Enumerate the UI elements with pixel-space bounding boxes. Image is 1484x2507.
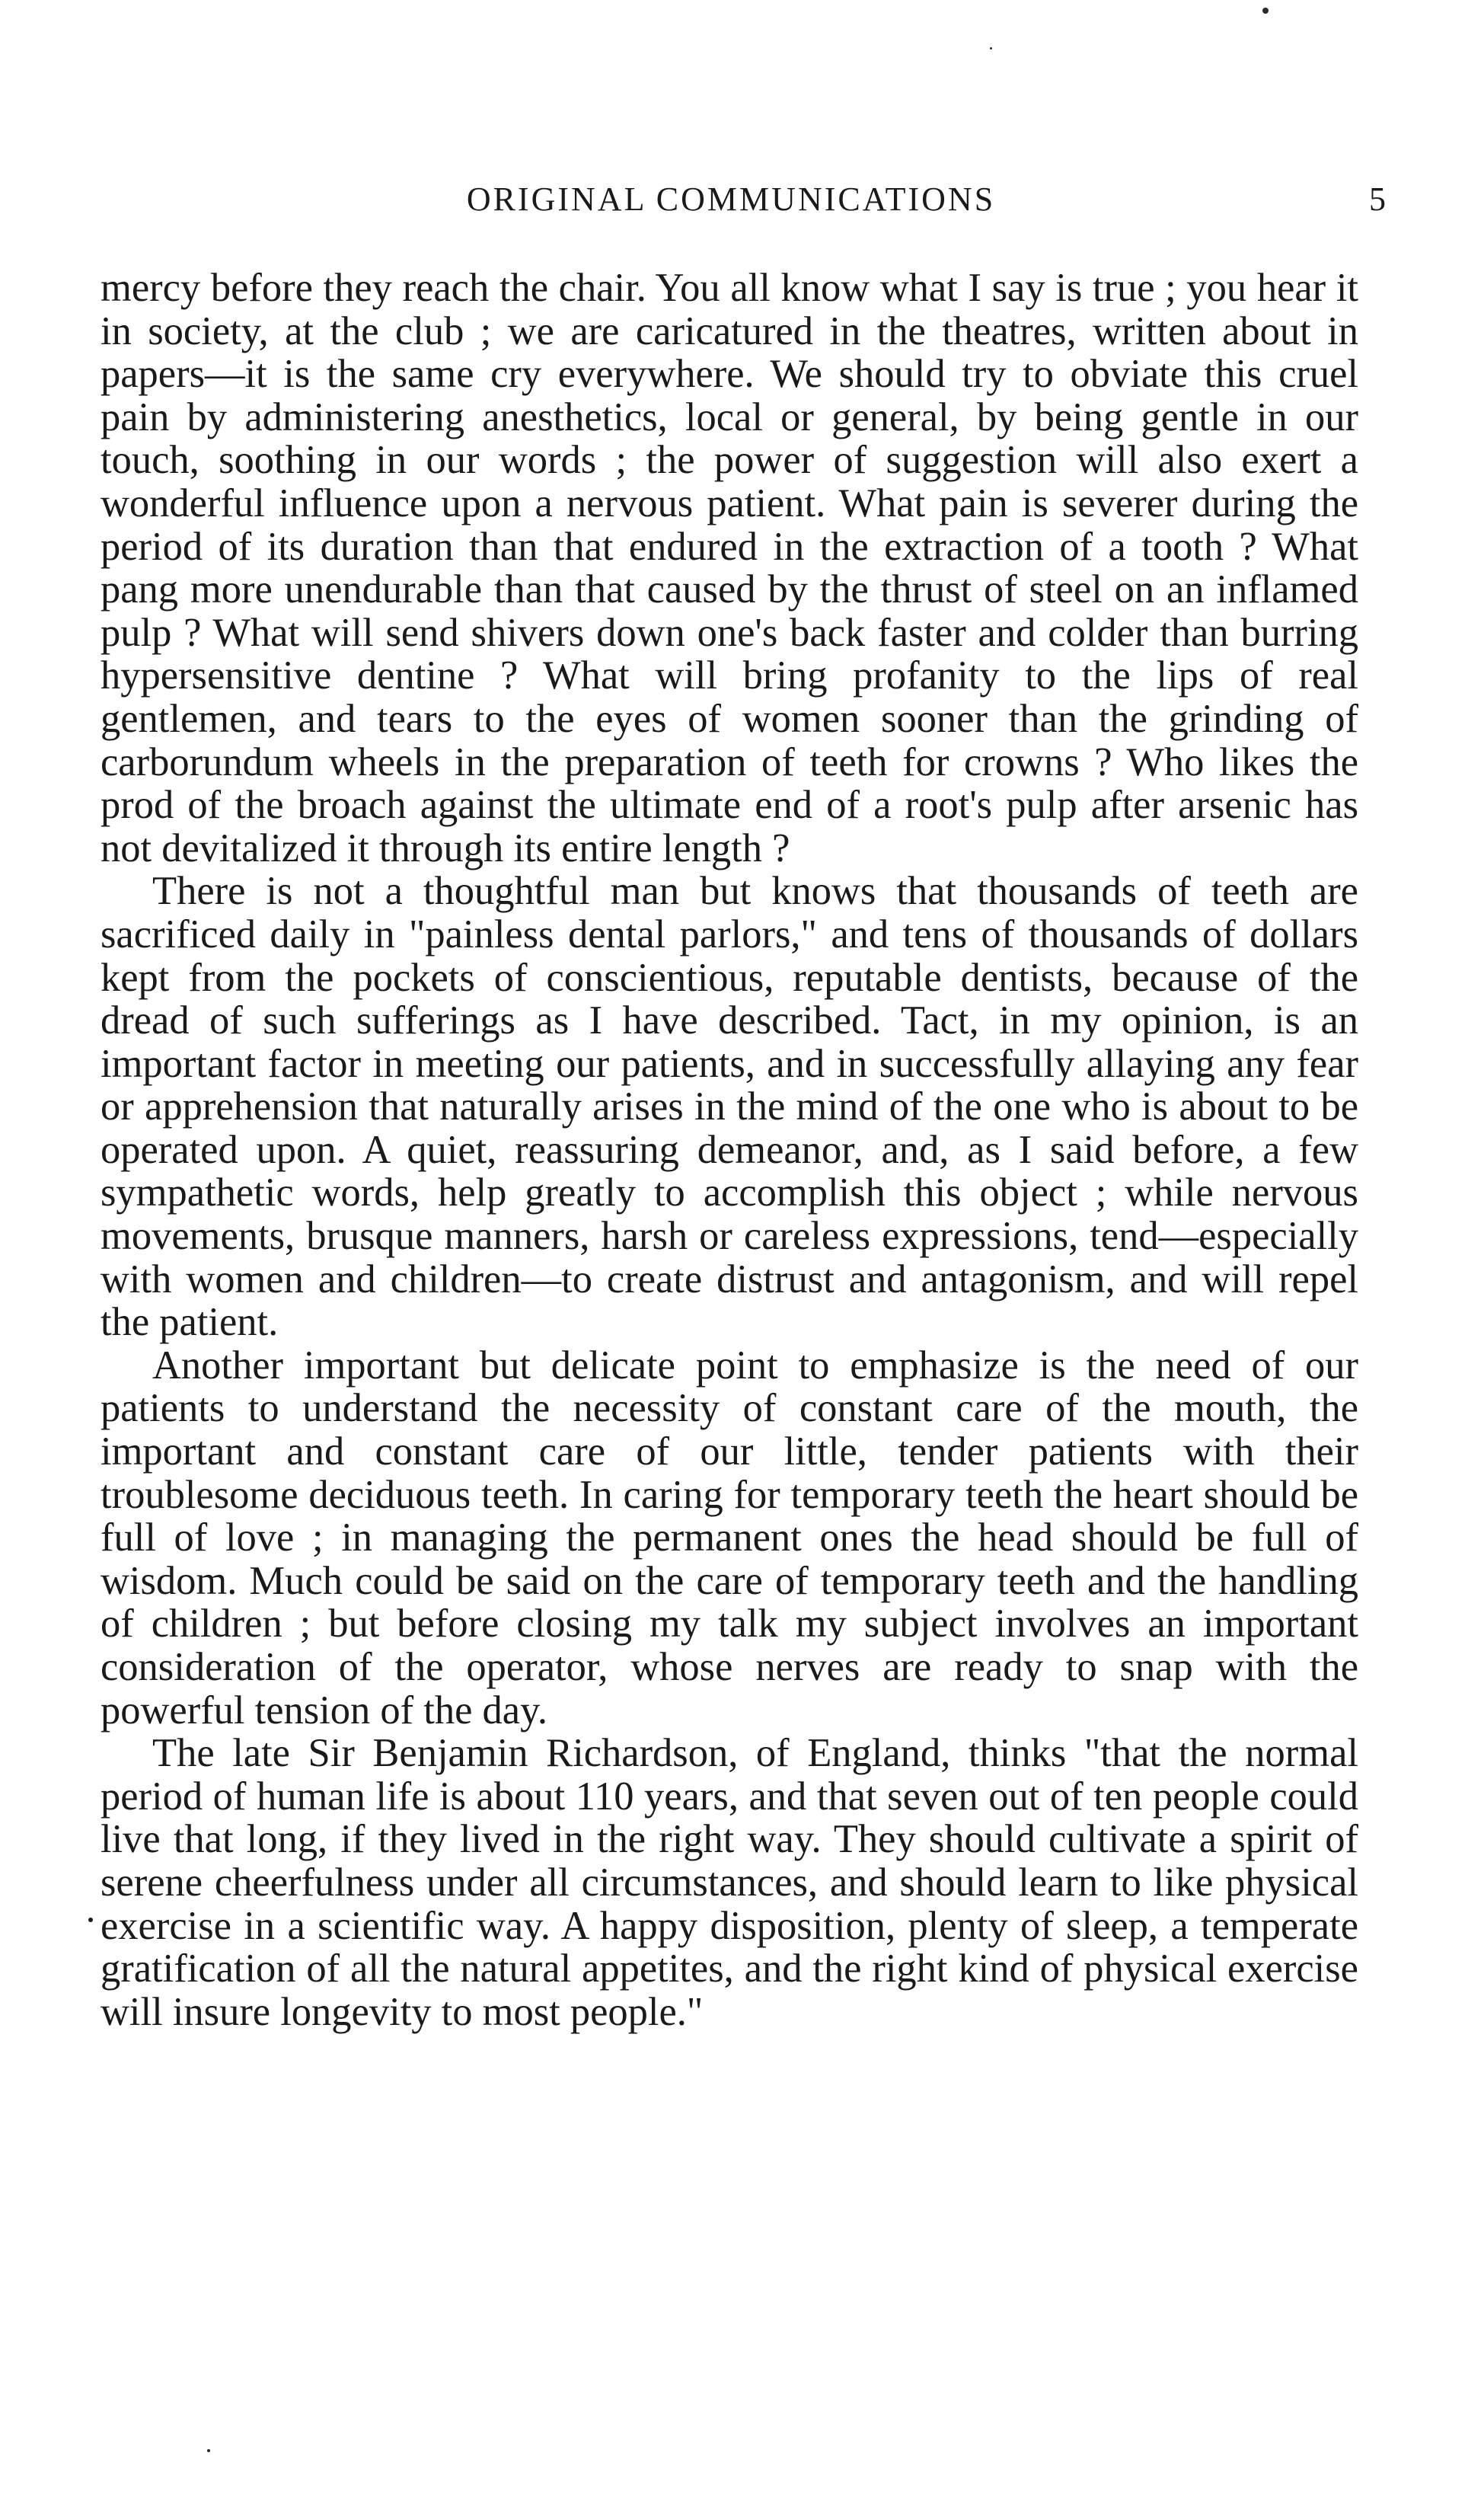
paragraph-continuation: mercy before they reach the chair. You all know what I say is true ; you hear it in society, at the club ; we are caricatured in the theatres, written about in papers—it is the same cry everywhere. We should try to obviate this cruel pain by administering anesthetics, local or general, by being gentle in our touch, soothing in our words ; the power of suggestion will also exert a wonderful influence upon a nervous patient. What pain is severer during the period of its duration than that endured in the extraction of a tooth ? What pang more unendurable than that caused by the thrust of steel on an inflamed pulp ? What will send shivers down one's back faster and colder than burring hypersensitive dentine ? What will bring profanity to the lips of real gentlemen, and tears to the eyes of women sooner than the grinding of carborundum wheels in the preparation of teeth for crowns ? Who likes the prod of the broach against the ultimate end of a root's pulp after arsenic has not devitalized it through its entire length ? (101, 266, 1358, 870)
paragraph-painless-parlors: There is not a thoughtful man but knows that thousands of teeth are sacrificed daily in "painless dental parlors," and tens of thousands of dollars kept from the pockets of conscientious, reputable dentists, because of the dread of such sufferings as I have described. Tact, in my opinion, is an important factor in meeting our patients, and in successfully allaying any fear or apprehension that naturally arises in the mind of the one who is about to be operated upon. A quiet, reassuring demeanor, and, as I said before, a few sympathetic words, help greatly to accomplish this object ; while nervous movements, brusque manners, harsh or careless expressions, tend—especially with women and children—to create distrust and antagonism, and will repel the patient. (101, 869, 1358, 1345)
print-speck (207, 2449, 210, 2452)
body-text (101, 267, 1358, 2033)
running-head: ORIGINAL COMMUNICATIONS (466, 180, 996, 218)
print-speck (1262, 8, 1269, 14)
page-number: 5 (1369, 180, 1386, 218)
paragraph-richardson-quote: The late Sir Benjamin Richardson, of England, thinks "that the normal period of human life is about 110 years, and that seven out of ten people could live that long, if they lived in the right way. They should cultivate a spirit of serene cheerfulness under all circumstances, and should learn to like physical exercise in a scientific way. A happy disposition, plenty of sleep, a temperate gratification of all the natural appetites, and the right kind of physical exercise will insure longevity to most people." (101, 1731, 1358, 2034)
paragraph-deciduous-teeth: Another important but delicate point to emphasize is the need of our patients to understand the necessity of constant care of the mouth, the important and constant care of our little, tender patients with their troublesome deciduous teeth. In caring for temporary teeth the heart should be full of love ; in managing the permanent ones the head should be full of wisdom. Much could be said on the care of temporary teeth and the handling of children ; but before closing my talk my subject involves an important consideration of the operator, whose nerves are ready to snap with the powerful tension of the day. (101, 1343, 1358, 1733)
page-header (107, 177, 1386, 222)
print-speck (990, 47, 992, 50)
stray-mark (88, 1918, 93, 1922)
